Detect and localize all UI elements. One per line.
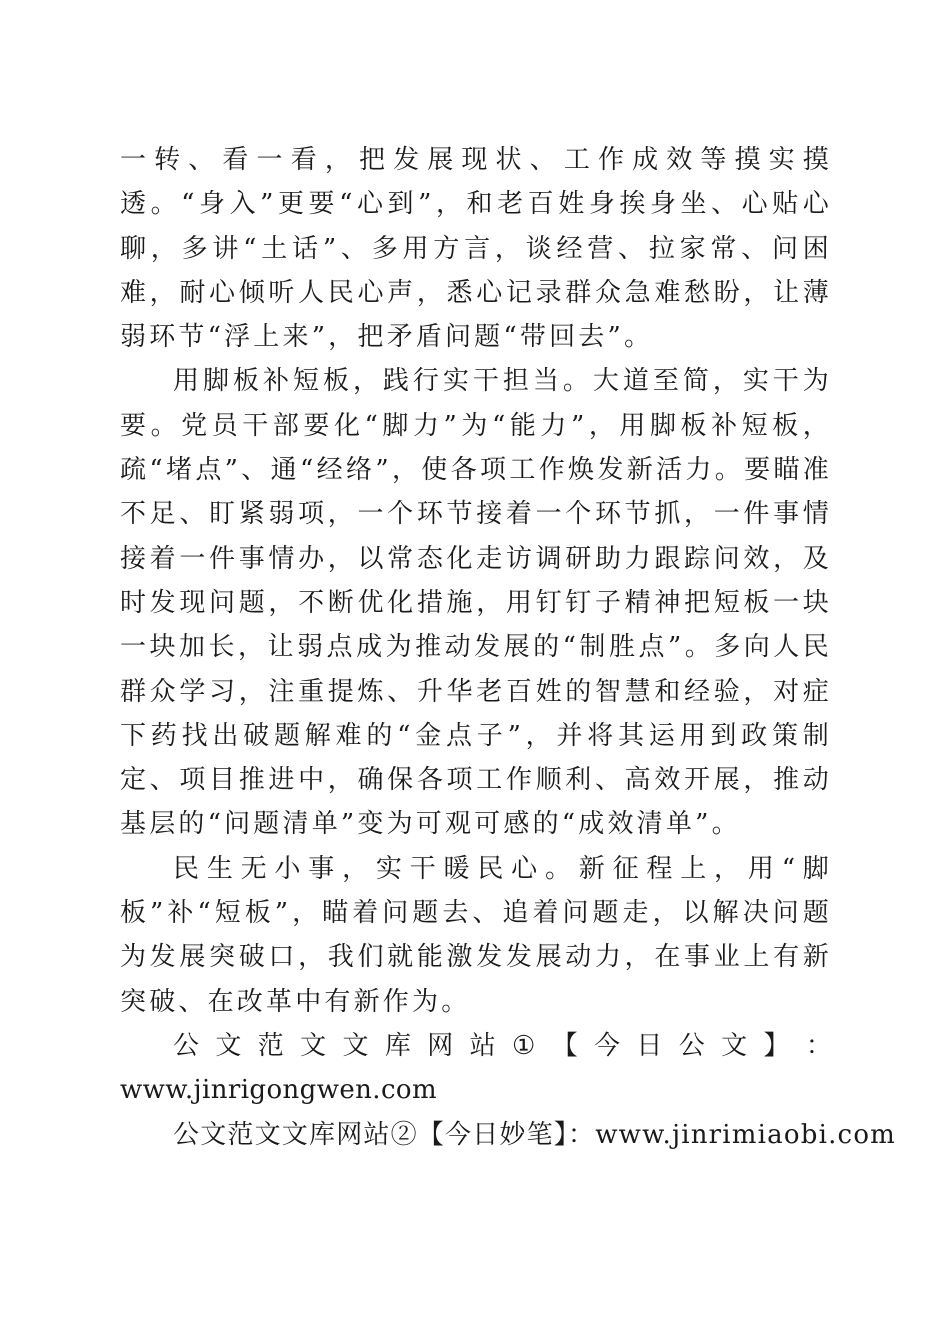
paragraph-2: 用脚板补短板，践行实干担当。大道至简，实干为要。党员干部要化“脚力”为“能力”，用脚板补短板，疏“堵点”、通“经络”，使各项工作焕发新活力。要瞄准不足、盯紧弱项，一个环节接着一个环节抓，一件事情接着一件事情办，以常态化走访调研助力跟踪问效，及时发现问题，不断优化措施，用钉钉子精神把短板一块一块加长，让弱点成为推动发展的“制胜点”。多向人民群众学习，注重提炼、升华老百姓的智慧和经验，对症下药找出破题解难的“金点子”，并将其运用到政策制定、项目推进中，确保各项工作顺利、高效开展，推动基层的“问题清单”变为可观可感的“成效清单”。 — [120, 366, 832, 840]
document-page — [120, 138, 897, 1157]
paragraph-1: 一转、看一看，把发展现状、工作成效等摸实摸透。“身入”更要“心到”，和老百姓身挨身坐、心贴心聊，多讲“土话”、多用方言，谈经营、拉家常、问困难，耐心倾听人民心声，悉心记录群众急难愁盼，让薄弱环节“浮上来”，把矛盾问题“带回去”。 — [120, 145, 832, 353]
footer-site2[interactable]: 公文范文文库网站②【今日妙笔】：www.jinrimiaobi.com — [173, 1119, 897, 1150]
footer-site1-url[interactable]: www.jinrigongwen.com — [120, 1075, 438, 1106]
footer-site1-label: 公 文 范 文 文 库 网 站 ① 【 今 日 公 文 】 ： — [173, 1030, 832, 1061]
paragraph-3: 民生无小事，实干暖民心。新征程上，用“脚板”补“短板”，瞄着问题去、追着问题走，以解决问题为发展突破口，我们就能激发发展动力，在事业上有新突破、在改革中有新作为。 — [120, 853, 832, 1017]
